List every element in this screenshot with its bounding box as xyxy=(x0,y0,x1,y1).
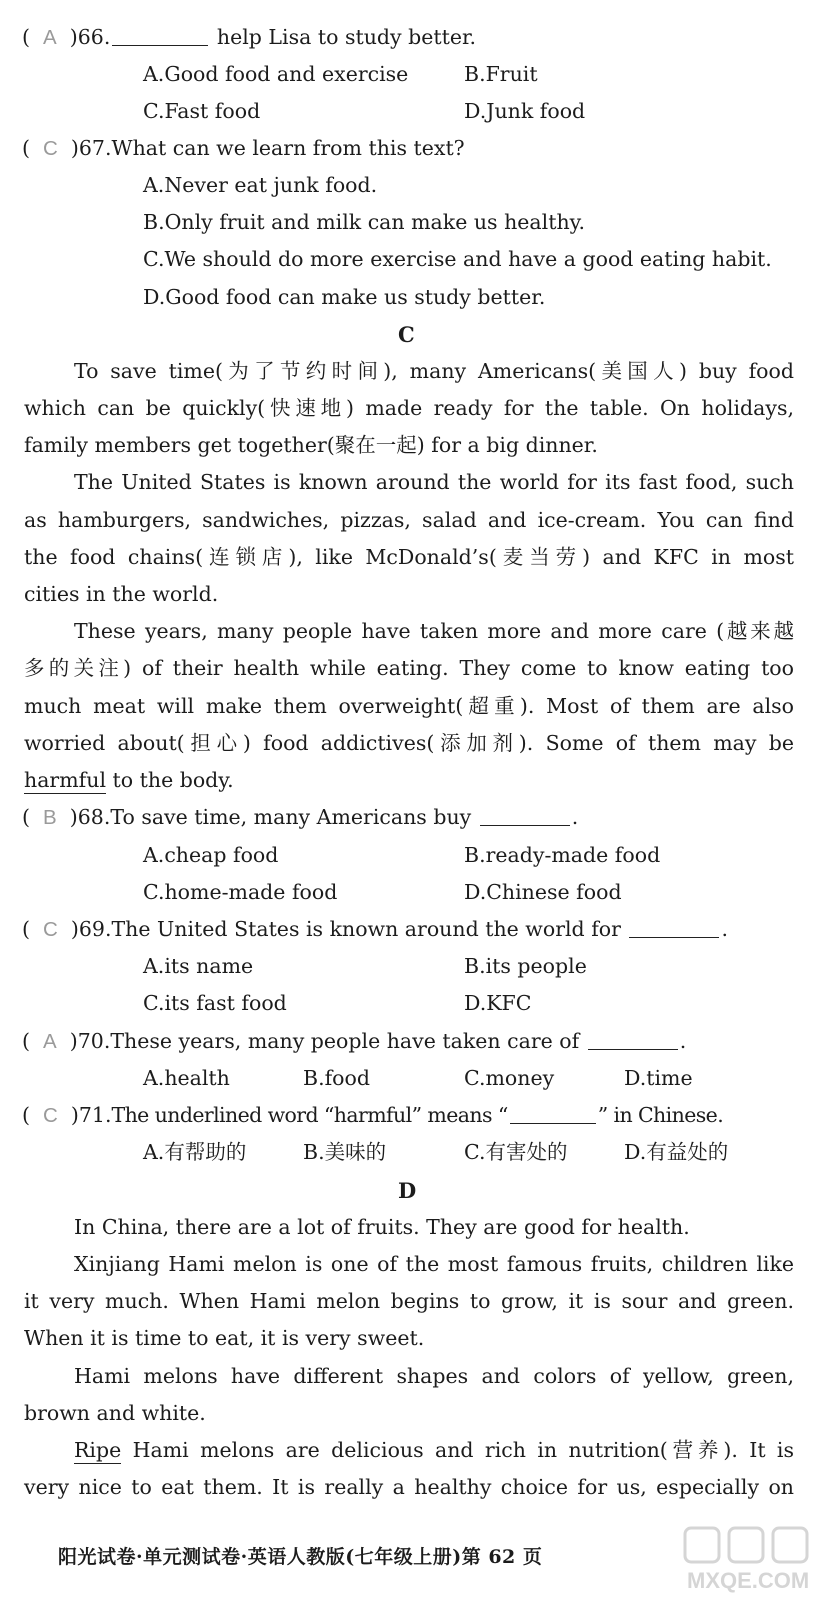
q67-option-d: D.Good food can make us study better. xyxy=(143,285,546,309)
q66-option-d: D.Junk food xyxy=(464,99,586,123)
q69-option-d: D.KFC xyxy=(464,991,532,1015)
q70-option-b: B.food xyxy=(303,1066,370,1090)
q69-answer: C xyxy=(43,918,58,941)
page-footer: 阳光试卷·单元测试卷·英语人教版(七年级上册)第 62 页 xyxy=(58,1546,543,1568)
q70-answer: A xyxy=(43,1030,57,1053)
q68-option-c: C.home-made food xyxy=(143,880,338,904)
passage-c-line: To save time(为了节约时间), many Americans(美国人) buy food xyxy=(74,359,794,383)
passage-c-line: cities in the world. xyxy=(24,582,219,606)
q66-answer: A xyxy=(43,26,57,49)
q68-option-b: B.ready-made food xyxy=(464,843,661,867)
answer-blank xyxy=(629,937,719,938)
passage-d-line: it very much. When Hami melon begins to grow, it is sour and green. xyxy=(24,1289,794,1313)
q71-option-a: A.有帮助的 xyxy=(143,1140,247,1164)
q66-stem: ( A )66. help Lisa to study better. xyxy=(22,25,477,49)
q67-option-c: C.We should do more exercise and have a good eating habit. xyxy=(143,247,772,271)
q70-option-c: C.money xyxy=(464,1066,555,1090)
q71-option-c: C.有害处的 xyxy=(464,1140,568,1164)
q70-stem: ( A )70.These years, many people have taken care of . xyxy=(22,1029,687,1053)
passage-c-line: worried about(担心) food addictives(添加剂). Some of them may be xyxy=(24,731,794,755)
passage-d-line: very nice to eat them. It is really a healthy choice for us, especially on xyxy=(24,1475,794,1499)
passage-c-line: 多的关注) of their health while eating. They come to know eating too xyxy=(24,656,794,680)
q69-option-b: B.its people xyxy=(464,954,587,978)
answer-blank xyxy=(112,45,208,46)
q70-option-d: D.time xyxy=(624,1066,693,1090)
passage-c-line: harmful to the body. xyxy=(24,768,234,792)
underlined-word-ripe: Ripe xyxy=(74,1438,122,1462)
q71-option-d: D.有益处的 xyxy=(624,1140,729,1164)
q67-option-b: B.Only fruit and milk can make us healthy. xyxy=(143,210,586,234)
passage-c-line: These years, many people have taken more and more care (越来越 xyxy=(74,619,794,643)
q69-option-a: A.its name xyxy=(143,954,254,978)
q66-option-c: C.Fast food xyxy=(143,99,261,123)
passage-c-line: which can be quickly(快速地) made ready for the table. On holidays, xyxy=(24,396,794,420)
passage-c-line: the food chains(连锁店), like McDonald’s(麦当劳) and KFC in most xyxy=(24,545,794,569)
passage-c-line: much meat will make them overweight(超重). Most of them are also xyxy=(24,694,794,718)
passage-d-line: Ripe Hami melons are delicious and rich in nutrition(营养). It is xyxy=(74,1438,794,1462)
passage-d-line: Xinjiang Hami melon is one of the most famous fruits, children like xyxy=(74,1252,794,1276)
q69-stem: ( C )69.The United States is known around the world for . xyxy=(22,917,728,941)
passage-d-line: Hami melons have different shapes and colors of yellow, green, xyxy=(74,1364,794,1388)
q70-option-a: A.health xyxy=(143,1066,230,1090)
answer-blank xyxy=(588,1049,678,1050)
q68-answer: B xyxy=(43,806,57,829)
passage-c-line: family members get together(聚在一起) for a big dinner. xyxy=(24,433,598,457)
q67-answer: C xyxy=(43,137,58,160)
answer-blank xyxy=(480,825,570,826)
passage-c-line: The United States is known around the world for its fast food, such xyxy=(74,470,794,494)
passage-c-line: as hamburgers, sandwiches, pizzas, salad and ice-cream. You can find xyxy=(24,508,794,532)
q69-option-c: C.its fast food xyxy=(143,991,287,1015)
q67-stem: ( C )67.What can we learn from this text? xyxy=(22,136,465,160)
passage-d-line: brown and white. xyxy=(24,1401,206,1425)
q68-stem: ( B )68.To save time, many Americans buy . xyxy=(22,805,579,829)
q71-answer: C xyxy=(43,1104,58,1127)
passage-c-heading: C xyxy=(398,322,415,347)
underlined-word-harmful: harmful xyxy=(24,768,107,792)
answer-blank xyxy=(510,1123,596,1124)
q71-stem: ( C )71.The underlined word “harmful” means “ ” in Chinese. xyxy=(22,1103,724,1127)
passage-d-line: In China, there are a lot of fruits. They are good for health. xyxy=(74,1215,690,1239)
q66-option-a: A.Good food and exercise xyxy=(143,62,409,86)
q68-option-a: A.cheap food xyxy=(143,843,279,867)
passage-d-heading: D xyxy=(398,1178,417,1203)
q68-option-d: D.Chinese food xyxy=(464,880,622,904)
svg-text:MXQE.COM: MXQE.COM xyxy=(687,1568,810,1593)
q71-option-b: B.美味的 xyxy=(303,1140,387,1164)
watermark-logo-icon xyxy=(677,1524,827,1596)
q67-option-a: A.Never eat junk food. xyxy=(143,173,378,197)
passage-d-line: When it is time to eat, it is very sweet. xyxy=(24,1326,425,1350)
q66-option-b: B.Fruit xyxy=(464,62,538,86)
